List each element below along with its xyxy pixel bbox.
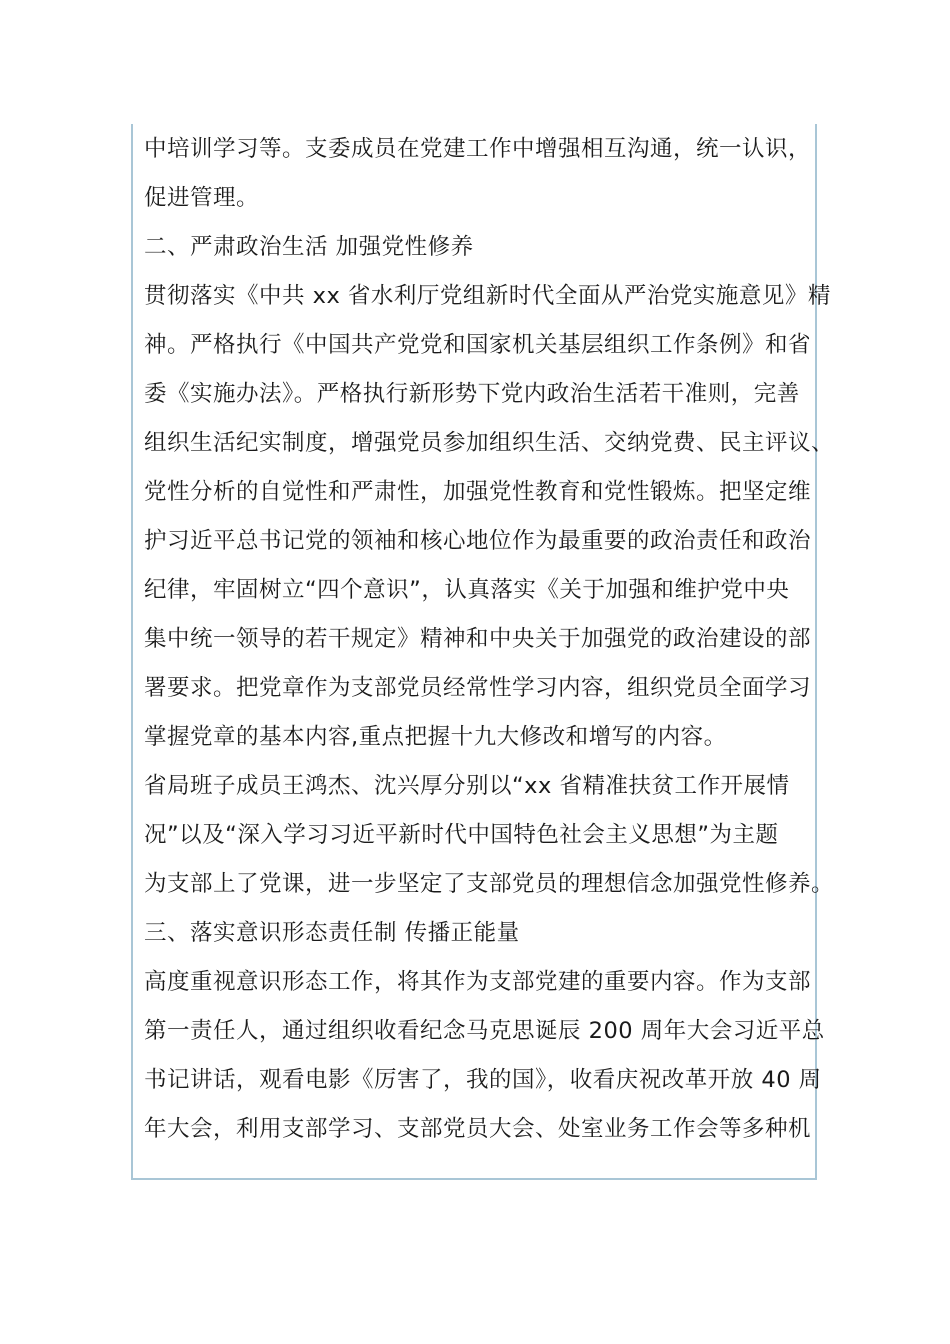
paragraph-line: 党性分析的自觉性和严肃性，加强党性教育和党性锻炼。把坚定维: [144, 479, 812, 505]
section-heading: 三、落实意识形态责任制 传播正能量: [144, 920, 520, 946]
paragraph-line: 年大会，利用支部学习、支部党员大会、处室业务工作会等多种机: [144, 1116, 812, 1142]
paragraph-line: 组织生活纪实制度，增强党员参加组织生活、交纳党费、民主评议、: [144, 430, 835, 456]
paragraph-line: 书记讲话，观看电影《厉害了，我的国》，收看庆祝改革开放 40 周: [144, 1067, 822, 1093]
paragraph-line: 况”以及“深入学习习近平新时代中国特色社会主义思想”为主题: [144, 822, 779, 848]
paragraph-line: 促进管理。: [144, 185, 260, 211]
paragraph-line: 集中统一领导的若干规定》精神和中央关于加强党的政治建设的部: [144, 626, 812, 652]
paragraph-line: 第一责任人，通过组织收看纪念马克思诞辰 200 周年大会习近平总: [144, 1018, 825, 1044]
paragraph-line: 省局班子成员王鸿杰、沈兴厚分别以“xx 省精准扶贫工作开展情: [144, 773, 790, 799]
paragraph-line: 署要求。把党章作为支部党员经常性学习内容，组织党员全面学习: [144, 675, 812, 701]
paragraph-line: 为支部上了党课，进一步坚定了支部党员的理想信念加强党性修养。: [144, 871, 835, 897]
section-heading: 二、严肃政治生活 加强党性修养: [144, 234, 474, 260]
paragraph-line: 高度重视意识形态工作，将其作为支部党建的重要内容。作为支部: [144, 969, 812, 995]
paragraph-line: 护习近平总书记党的领袖和核心地位作为最重要的政治责任和政治: [144, 528, 812, 554]
paragraph-line: 中培训学习等。支委成员在党建工作中增强相互沟通，统一认识，: [144, 136, 812, 162]
paragraph-line: 贯彻落实《中共 xx 省水利厅党组新时代全面从严治党实施意见》精: [144, 283, 831, 309]
paragraph-line: 掌握党章的基本内容,重点把握十九大修改和增写的内容。: [144, 724, 727, 750]
paragraph-line: 神。严格执行《中国共产党党和国家机关基层组织工作条例》和省: [144, 332, 812, 358]
paragraph-line: 纪律，牢固树立“四个意识”，认真落实《关于加强和维护党中央: [144, 577, 790, 603]
paragraph-line: 委《实施办法》。严格执行新形势下党内政治生活若干准则，完善: [144, 381, 800, 407]
